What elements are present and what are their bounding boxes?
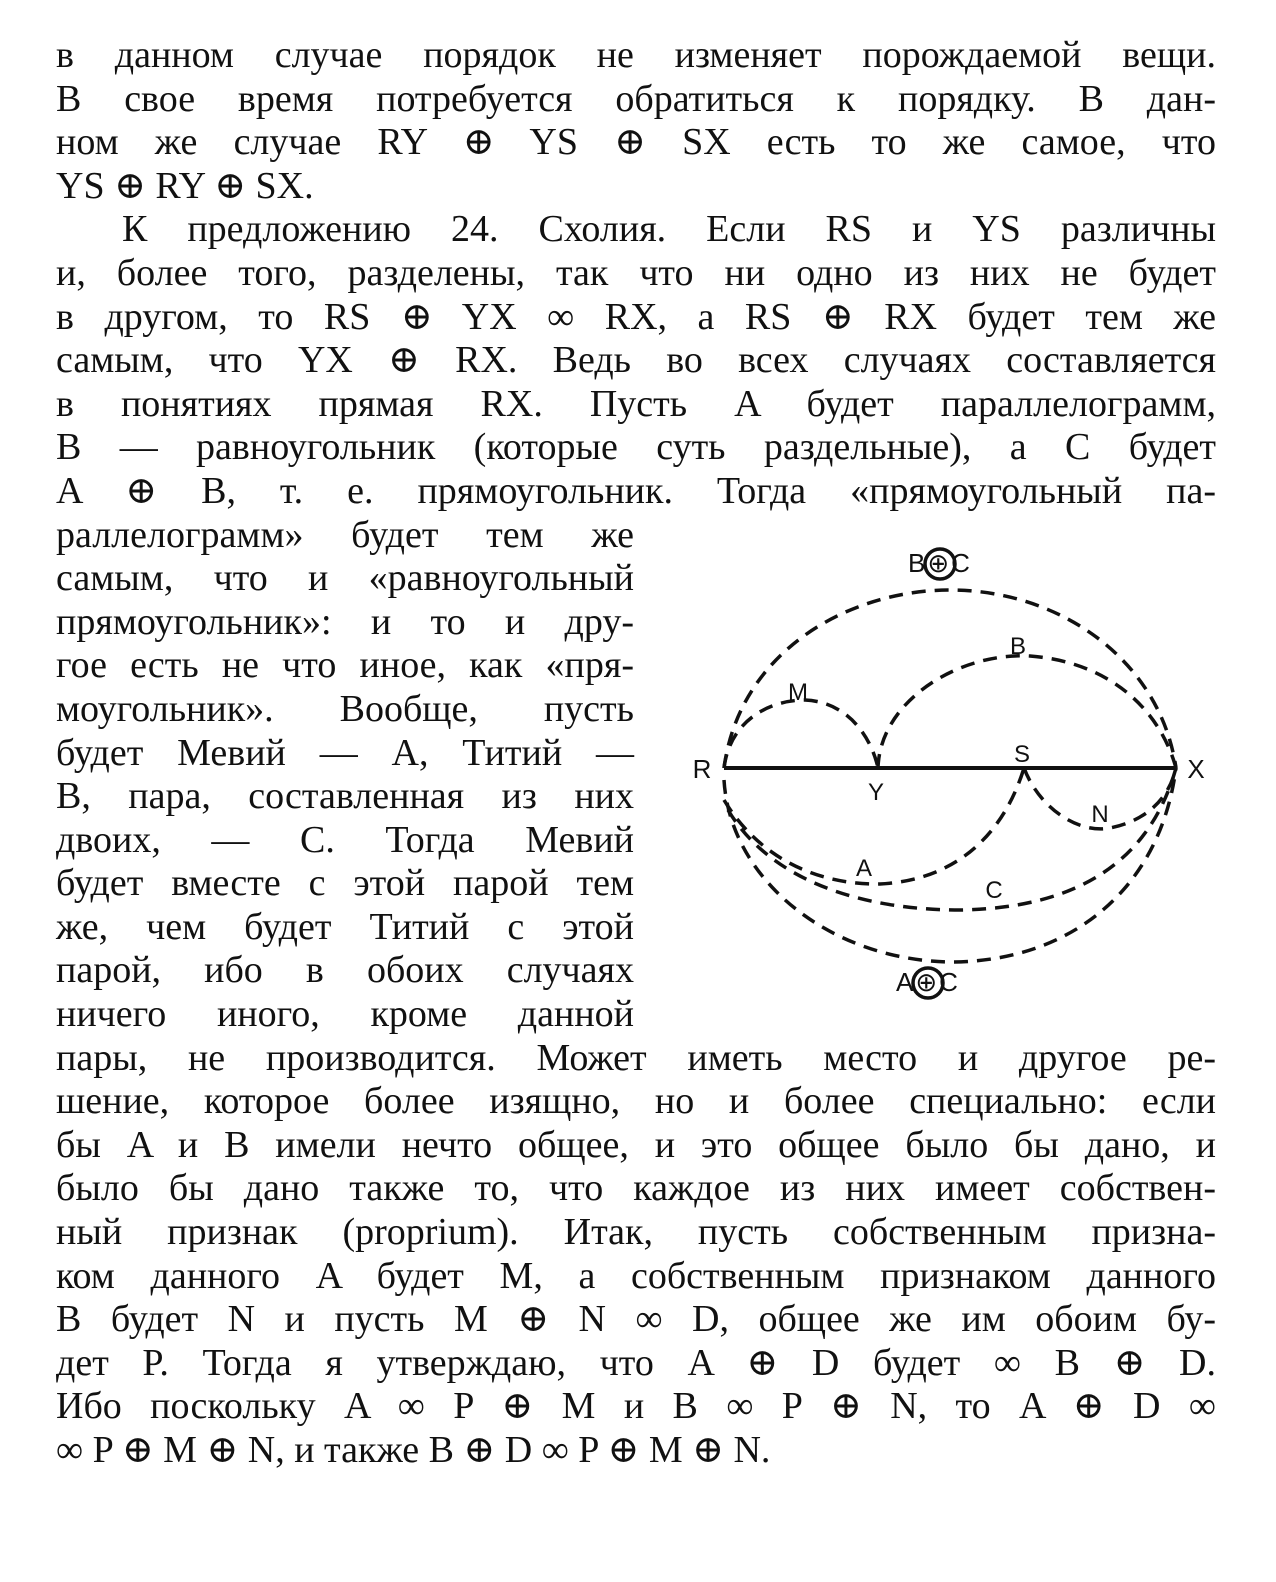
text-line: ком данного A будет M, а собственным признаком данного xyxy=(56,1254,1216,1297)
text-line: B — равноугольник (которые суть раздельные), а C будет xyxy=(56,426,1216,469)
text-line: же, чем будет Титий с этой xyxy=(56,905,634,948)
label-m: M xyxy=(788,679,808,706)
label-s: S xyxy=(1013,741,1031,768)
text-line: ный признак (proprium). Итак, пусть собственным призна- xyxy=(56,1211,1216,1254)
text-line: парой, ибо в обоих случаях xyxy=(56,949,634,992)
text-line: YS ⊕ RY ⊕ SX. xyxy=(56,164,314,207)
text-line: в другом, то RS ⊕ YX ∞ RX, а RS ⊕ RX будет тем же xyxy=(56,295,1216,338)
set-diagram xyxy=(688,540,1216,1020)
text-line: будет Мевий — A, Титий — xyxy=(56,731,634,774)
text-line: ∞ P ⊕ M ⊕ N, и также B ⊕ D ∞ P ⊕ M ⊕ N. xyxy=(56,1429,771,1471)
label-b-plus-c: B⊕C xyxy=(908,548,972,578)
label-b: B xyxy=(1009,633,1027,660)
text-line: Ибо поскольку A ∞ P ⊕ M и B ∞ P ⊕ N, то A ⊕ D ∞ xyxy=(56,1385,1216,1428)
text-line: самым, что и «равноугольный xyxy=(56,557,634,600)
text-line: прямоугольник»: и то и дру- xyxy=(56,600,634,643)
label-a-plus-c: A⊕C xyxy=(896,967,960,997)
label-c: C xyxy=(985,877,1003,904)
text-line: шение, которое более изящно, но и более специально: если xyxy=(56,1080,1216,1123)
text-line: бы A и B имели нечто общее, и это общее было бы дано, и xyxy=(56,1123,1216,1166)
text-line: двоих, — C. Тогда Мевий xyxy=(56,818,634,861)
label-y: Y xyxy=(867,779,885,806)
text-line: B, пара, составленная из них xyxy=(56,775,634,818)
text-line: будет вместе с этой парой тем xyxy=(56,862,634,905)
label-x: X xyxy=(1187,754,1205,784)
scholium-heading-line: К предложению 24. Схолия. Если RS и YS различны xyxy=(122,208,1216,251)
paragraph-narrow xyxy=(56,514,634,1037)
text-line: моугольник». Вообще, пусть xyxy=(56,687,634,730)
text-line: В свое время потребуется обратиться к порядку. В дан- xyxy=(56,77,1216,120)
text-line: ном же случае RY ⊕ YS ⊕ SX есть то же самое, что xyxy=(56,121,1216,164)
arc-c xyxy=(728,768,1176,910)
text-line: ничего иного, кроме данной xyxy=(56,993,634,1036)
text-line: в понятиях прямая RX. Пусть A будет параллелограмм, xyxy=(56,382,1216,425)
text-line: было бы дано также то, что каждое из них имеет собствен- xyxy=(56,1167,1216,1210)
text-line: A ⊕ B, т. е. прямоугольник. Тогда «прямоугольный па- xyxy=(56,469,1216,512)
text-line: гое есть не что иное, как «пря- xyxy=(56,644,634,687)
text-line: и, более того, разделены, так что ни одно из них не будет xyxy=(56,251,1216,294)
paragraph-top xyxy=(56,34,1216,514)
text-line: пары, не производится. Может иметь место и другое ре- xyxy=(56,1036,1216,1079)
text-line: B будет N и пусть M ⊕ N ∞ D, общее же им обоим бу- xyxy=(56,1298,1216,1341)
text-line: в данном случае порядок не изменяет порождаемой вещи. xyxy=(56,34,1216,76)
paragraph-bottom xyxy=(56,1037,1216,1473)
label-n: N xyxy=(1091,801,1109,828)
text-line: раллелограмм» будет тем же xyxy=(56,513,634,556)
text-line: дет P. Тогда я утверждаю, что A ⊕ D будет ∞ B ⊕ D. xyxy=(56,1341,1216,1384)
label-a: A xyxy=(855,855,873,882)
label-r: R xyxy=(692,754,712,784)
arc-m xyxy=(724,700,878,768)
text-line: самым, что YX ⊕ RX. Ведь во всех случаях составляется xyxy=(56,339,1216,382)
